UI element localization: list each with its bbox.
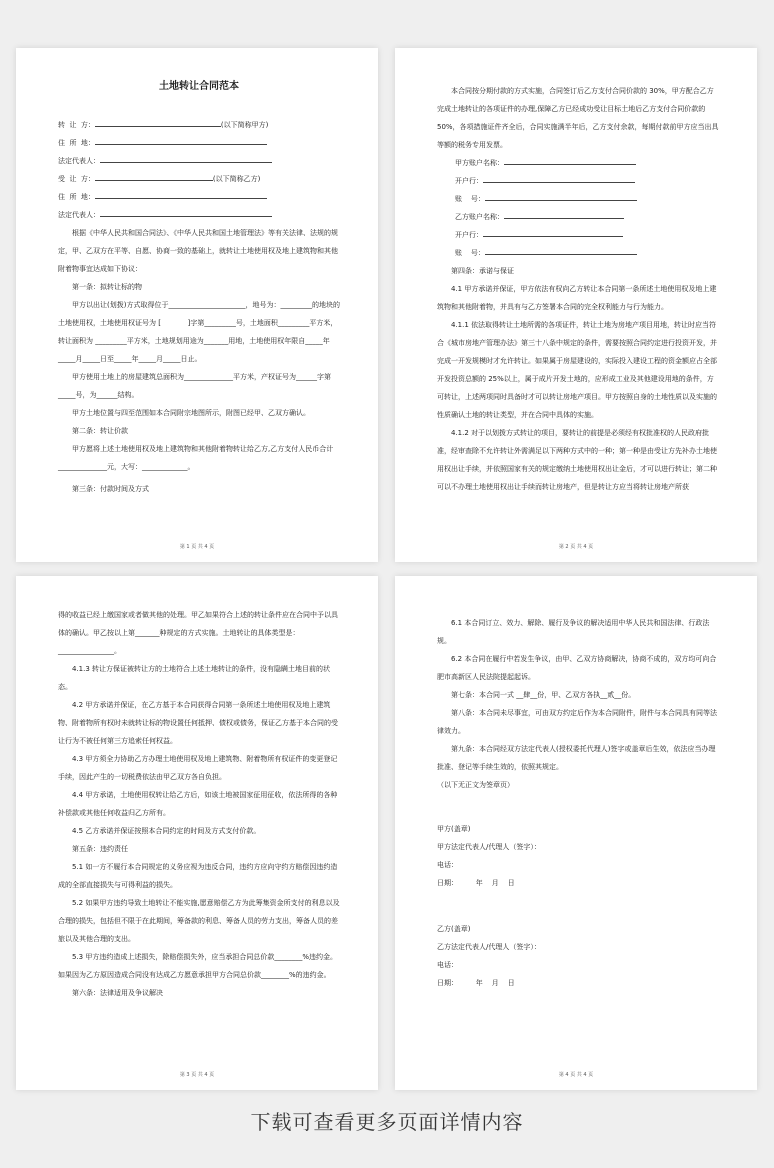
account-field-blank (504, 155, 636, 165)
account-field-blank (485, 191, 637, 201)
party-a-representative: 甲方法定代表人/代理人（签字）： (437, 843, 541, 851)
party-field-suffix: (以下简称乙方) (212, 175, 261, 183)
payment-paragraph: 本合同按分期付款的方式实施，合同签订后乙方支付合同价款的 30%，甲方配合乙方完成土地转让的各项证件的办理,保障乙方已经成功受让目标土地后乙方支付合同价款的 50%，各项措施证件齐全后，合同实施满半年后，乙方支付余款，每期付款前甲方应当出具等额的税务专用发票。 (437, 87, 719, 149)
account-field-row (437, 208, 719, 226)
article-1-paragraph-3: 甲方土地位置与四至范围如本合同附宗地图所示，附图已经甲、乙双方确认。 (72, 409, 310, 417)
intro-paragraph: 根据《中华人民共和国合同法》、《中华人民共和国土地管理法》等有关法律、法规的规定，甲、乙双方在平等、自愿、协商一致的基础上，就转让土地使用权及地上建筑物和其他附着物事宜达成如下协议： (58, 229, 338, 273)
party-field-suffix: (以下简称甲方) (220, 121, 269, 129)
party-field-label: 转 让 方： (58, 121, 95, 129)
account-field-row (437, 226, 719, 244)
article-5-title: 第五条：违约责任 (72, 845, 128, 853)
party-field-row (58, 116, 340, 134)
party-a-phone: 电话： (437, 861, 458, 869)
clause-4-3: 4.3 甲方须全力协助乙方办理土地使用权及地上建筑物、附着物所有权证件的变更登记手续，因此产生的一切税费依法由甲乙双方各自负担。 (58, 755, 338, 781)
party-field-row (58, 188, 340, 206)
article-2-paragraph: 甲方愿将上述土地使用权及地上建筑物和其他附着物转让给乙方,乙方支付人民币合计______________元，大写：_____________。 (58, 445, 334, 471)
page-2-content (437, 82, 719, 496)
article-6-title: 第六条：法律适用及争议解决 (72, 989, 163, 997)
clause-4-2: 4.2 甲方承诺并保证，在乙方基于本合同获得合同第一条所述土地使用权及地上建筑物、附着物所有权时未就转让标的物设置任何抵押、债权或债务，保证乙方基于本合同的受让行为不被任何第三方追索任何权益。 (58, 701, 338, 745)
clause-4-5: 4.5 乙方承诺并保证按照本合同约定的时间及方式支付价款。 (72, 827, 261, 835)
clause-6-2: 6.2 本合同在履行中若发生争议，由甲、乙双方协商解决，协商不成的，双方均可向合肥市高新区人民法院提起起诉。 (437, 655, 717, 681)
party-field-row (58, 206, 340, 224)
article-9: 第九条：本合同经双方法定代表人(授权委托代理人)签字或盖章后生效，依法应当办理批准、登记等手续生效的，依照其规定。 (437, 745, 716, 771)
document-title: 土地转让合同范本 (159, 81, 239, 92)
clause-5-1: 5.1 如一方不履行本合同规定的义务应视为违反合同，违约方应向守约方赔偿因违约造成的全部直接损失与可得利益的损失。 (58, 863, 338, 889)
party-field-row (58, 134, 340, 152)
clause-5-2: 5.2 如果甲方违约导致土地转让不能实施,愿意赔偿乙方为此筹集资金所支付的利息以及合理的损失，包括但不限于在此期间，筹备款的利息、筹备人员的劳力支出，筹备人员的差旅以及其他合理的支出。 (58, 899, 340, 943)
blank-note: （以下无正文为签章页） (437, 781, 514, 789)
clause-6-1: 6.1 本合同订立、效力、解除、履行及争议的解决适用中华人民共和国法律、行政法规。 (437, 619, 710, 645)
party-info-fields (58, 116, 340, 224)
party-field-blank (100, 207, 272, 217)
party-field-label: 法定代表人： (58, 211, 100, 219)
article-1-title: 第一条：拟转让标的物 (72, 283, 142, 291)
download-prompt[interactable]: 下载可查看更多页面详情内容 (250, 1110, 524, 1134)
article-1-paragraph-1: 甲方以出让(划拨)方式取得位于______________________，地号为：_________的地块的土地使用权，土地使用权证号为 [ ]字第_________号，土地面积_________平方米，转让面积为 _________平方米，土地规划用途为_______用地，土地使用权年限自_____年_____月_____日至_____年_____月_____日止。 (58, 301, 340, 363)
clause-4-4: 4.4 甲方承诺，土地使用权转让给乙方后，如该土地被国家征用征收，依法所得的各种补偿款或其他任何收益归乙方所有。 (58, 791, 338, 817)
page-number: 第 3 页 共 4 页 (179, 1072, 215, 1078)
account-field-blank (483, 227, 623, 237)
account-field-label: 开户行： (455, 231, 483, 239)
party-field-label: 住 所 地： (58, 193, 95, 201)
party-field-label: 法定代表人： (58, 157, 100, 165)
account-field-blank (483, 173, 635, 183)
party-field-blank (100, 153, 272, 163)
page-number: 第 2 页 共 4 页 (558, 544, 594, 550)
article-3-title: 第三条：付款时间及方式 (72, 485, 149, 493)
bank-account-fields (437, 154, 719, 262)
party-field-blank (95, 135, 267, 145)
account-field-label: 乙方账户名称： (455, 213, 504, 221)
party-field-blank (95, 171, 213, 181)
page-1-content (58, 76, 340, 498)
page-4-content (437, 614, 719, 992)
account-field-row (437, 244, 719, 262)
account-field-row (437, 190, 719, 208)
clause-4-1-3: 4.1.3 转让方保证被转让方的土地符合上述土地转让的条件，没有隐瞒土地目前的状态。 (58, 665, 331, 691)
party-b-representative: 乙方法定代表人/代理人（签字）： (437, 943, 541, 951)
clause-4-1-1: 4.1.1 依法取得转让土地所需的各项证件，转让土地为房地产项目用地，转让时应当符合《城市房地产管理办法》第三十八条中规定的条件，需要按照合同约定进行投资开发，并完成一开发规模时才允许转让。如果属于房屋建设的，实际投入建设工程的资金额应占全部开发投资总额的 25%以上，属于成片开发土地的，应形成工业及其他建设用地的条件，方可转让，上述两项同时具备时才可以转让房地产项目。甲方按照自身的土地性质以及实施的性质确认土地的转让类型，并在合同中具体的实施。 (437, 321, 717, 419)
page-number: 第 1 页 共 4 页 (179, 544, 215, 550)
party-a-seal: 甲方(盖章) (437, 825, 471, 833)
party-field-blank (95, 189, 267, 199)
party-field-row (58, 152, 340, 170)
document-page-3 (16, 576, 378, 1090)
party-field-row (58, 170, 340, 188)
account-field-blank (485, 245, 637, 255)
party-a-date: 日期： 年 月 日 (437, 879, 515, 887)
account-field-blank (504, 209, 624, 219)
document-page-1 (16, 48, 378, 562)
clause-5-3: 5.3 甲方违约造成上述损失，除赔偿损失外，应当承担合同总价款________%违约金。如果因为乙方原因造成合同没有达成乙方愿意承担甲方合同总价款________%的违约金。 (58, 953, 338, 979)
party-field-label: 受 让 方： (58, 175, 95, 183)
account-field-row (437, 172, 719, 190)
article-7: 第七条：本合同一式 __肆__份，甲、乙双方各执__贰__份。 (451, 691, 636, 699)
party-field-blank (95, 117, 221, 127)
party-b-phone: 电话： (437, 961, 458, 969)
party-b-date: 日期： 年 月 日 (437, 979, 515, 987)
account-field-label: 开户行： (455, 177, 483, 185)
clause-4-1-2: 4.1.2 对于以划拨方式转让的项目，要转让的前提是必须经有权批准权的人民政府批准，经审查除不允许转让外需满足以下两种方式中的一种；第一种是由受让方先补办土地使用权出让手续，并依照国家有关的规定缴纳土地使用权出让金后，才可以进行转让；第二种可以不办理土地使用权出让手续而转让房地产，但是转让方应当将转让房地产所获 (437, 429, 717, 491)
account-field-label: 甲方账户名称： (455, 159, 504, 167)
account-field-label: 账 号： (455, 249, 485, 257)
continued-paragraph: 得的收益已经上缴国家或者做其他的处理。甲乙如果符合上述的转让条件应在合同中予以具体的确认。甲乙按以上第_______种规定的方式实施。土地转让的具体类型是：________________。 (58, 611, 338, 655)
article-1-paragraph-2: 甲方使用土地上的房屋建筑总面积为______________平方米，产权证号为______字第_____号，为______结构。 (58, 373, 331, 399)
party-b-seal: 乙方(盖章) (437, 925, 471, 933)
account-field-label: 账 号： (455, 195, 485, 203)
article-8: 第八条：本合同未尽事宜，可由双方约定后作为本合同附件，附件与本合同具有同等法律效力。 (437, 709, 717, 735)
party-field-label: 住 所 地： (58, 139, 95, 147)
page-number: 第 4 页 共 4 页 (558, 1072, 594, 1078)
article-2-title: 第二条：转让价款 (72, 427, 128, 435)
document-page-2 (395, 48, 757, 562)
document-page-4 (395, 576, 757, 1090)
account-field-row (437, 154, 719, 172)
article-4-title: 第四条：承诺与保证 (451, 267, 514, 275)
clause-4-1: 4.1 甲方承诺并保证，甲方依法有权向乙方转让本合同第一条所述土地使用权及地上建筑物和其他附着物，并具有与乙方签署本合同的完全权利能力与行为能力。 (437, 285, 717, 311)
page-3-content (58, 606, 340, 1002)
